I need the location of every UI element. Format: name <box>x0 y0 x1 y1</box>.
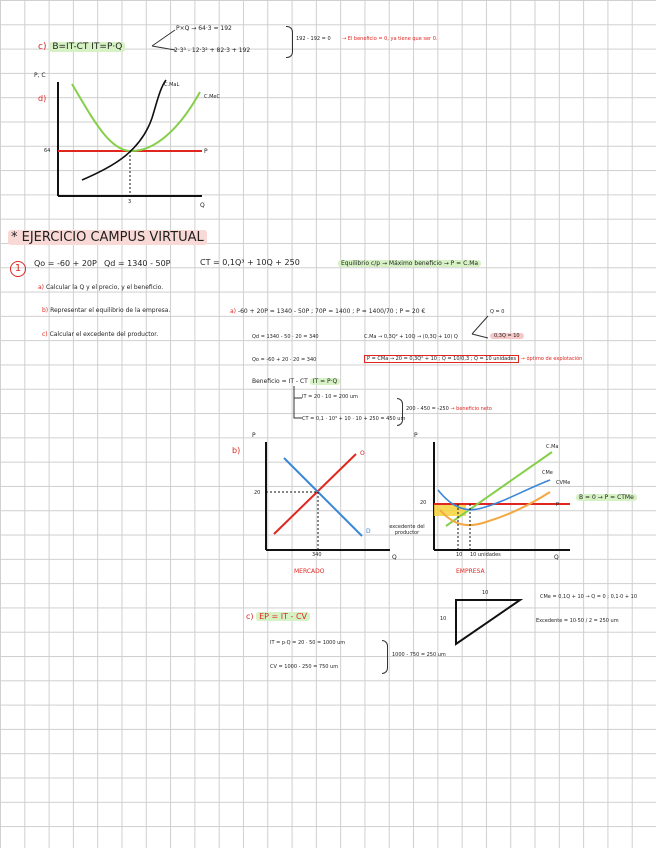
task-b-text: Representar el equilibrio de la empresa. <box>50 307 171 314</box>
solution-a-benefit-hl: IT = P·Q <box>310 378 341 385</box>
solution-c-it: IT = p·Q = 20 · 50 = 1000 um <box>270 640 346 646</box>
graphs-b-label: b) <box>232 446 241 455</box>
side-eq: B = 0 → P = CTMe <box>576 494 637 501</box>
eq-ct: CT = 0,1Q³ + 10Q + 250 <box>200 258 300 267</box>
market-d-label: D <box>366 528 371 535</box>
top-result: 192 - 192 = 0 <box>296 36 331 42</box>
solution-a-benefit-note: → beneficio neto <box>450 406 492 412</box>
graph-d-ylabel: P, C <box>34 72 46 79</box>
task-c-text: Calcular el excedente del productor. <box>49 331 159 338</box>
task-c <box>42 331 158 338</box>
graph-d-cmg-label: C.MaL <box>164 82 180 88</box>
solution-a-benefit: Beneficio = IT - CT <box>252 378 308 385</box>
solution-c-head <box>246 612 310 621</box>
solution-a-pcma: P = CMa → 20 = 0,3Q² + 10 ; Q = 10/0,3 ; Q = 10 unidades <box>364 355 519 363</box>
graph-d-y-tick: 64 <box>44 148 51 154</box>
firm-cme-label: CMe <box>542 470 553 476</box>
task-a-letter: a) <box>38 284 45 291</box>
graph-d-cme-label: C.MeC <box>204 94 220 100</box>
exercise-number-wrap <box>10 256 26 277</box>
market-demand-line <box>284 458 362 536</box>
firm-graph <box>424 440 574 566</box>
firm-axis-p: P <box>414 432 418 439</box>
solution-a-it: IT = 20 · 10 = 200 um <box>302 394 358 400</box>
firm-q-tick: 10 unidades <box>470 552 501 558</box>
top-note: → El beneficio = 0, ya tiene que ser 0. <box>342 36 438 42</box>
market-axis-p: P <box>252 432 256 439</box>
solution-c-triangle <box>450 594 530 654</box>
graph-d-cmg-curve <box>82 80 166 180</box>
solution-a-q10-wrap <box>490 333 524 339</box>
market-p-tick: 20 <box>254 490 261 496</box>
firm-cvme-label: CVMe <box>556 480 571 486</box>
triangle-side-label: 10 <box>440 616 447 622</box>
graph-d-label: d) <box>38 94 47 103</box>
solution-a-line1 <box>230 308 425 315</box>
equilibrium-text: Equilibrio c/p → Máximo beneficio → P = C.Ma <box>338 260 481 267</box>
firm-title: EMPRESA <box>456 568 485 575</box>
market-graph <box>256 440 396 566</box>
firm-cma-curve <box>446 452 552 526</box>
solution-c-result: 1000 - 750 = 250 um <box>392 652 446 658</box>
graph-d-cme-curve <box>72 84 200 151</box>
solution-a-q0: Q = 0 <box>490 309 505 315</box>
market-supply-line <box>274 454 356 534</box>
branch-1: P×Q → 64·3 = 192 <box>176 25 232 32</box>
task-a <box>38 284 163 291</box>
solution-a-text1: -60 + 20P = 1340 - 50P ; 70P = 1400 ; P = 1400/70 ; P = 20 € <box>237 308 426 315</box>
solution-a-ct: CT = 0,1 · 10³ + 10 · 10 + 250 = 450 um <box>302 416 406 422</box>
solution-a-line3 <box>364 356 582 362</box>
solution-a-qo: Qo = -60 + 20 · 20 = 340 <box>252 357 317 363</box>
firm-axis-q: Q <box>554 554 559 561</box>
solution-a-cma: C.Ma → 0,3Q² + 10Q → (0,3Q + 10) Q <box>364 334 458 340</box>
firm-q-tick-small: 10 <box>456 552 463 558</box>
solution-a-benefit-result: 200 - 450 = -250 <box>406 406 449 412</box>
solution-a-benefit-result-wrap <box>406 406 492 412</box>
task-c-letter: c) <box>42 331 48 338</box>
solution-a-branch <box>470 312 492 342</box>
solution-c-formula: EP = IT - CV <box>256 612 310 621</box>
firm-cma-label: C.Ma <box>546 444 559 450</box>
exercise-title: * EJERCICIO CAMPUS VIRTUAL <box>8 230 207 245</box>
firm-excedente-label: excedente del productor <box>389 524 425 536</box>
firm-p-label: P <box>556 502 560 508</box>
firm-cme-curve <box>438 480 550 510</box>
eq-qd: Qd = 1340 - 50P <box>104 259 171 268</box>
exercise-title-wrap <box>8 230 207 245</box>
solution-c-cv: CV = 1000 - 250 = 750 um <box>270 664 339 670</box>
solution-a-q10: 0,3Q = 10 <box>490 333 524 339</box>
graph-d-x-tick: 3 <box>128 199 132 205</box>
graph-d-p-label: P <box>204 148 208 155</box>
exercise-number: 1 <box>10 261 26 277</box>
graph-d-xlabel: Q <box>200 202 205 209</box>
part-c-top <box>38 42 125 52</box>
market-q-tick: 340 <box>312 552 322 558</box>
solution-c-bracket <box>382 640 388 674</box>
equilibrium-wrap <box>338 260 481 267</box>
market-title: MERCADO <box>294 568 325 575</box>
part-c-label: c) <box>38 42 47 52</box>
top-bracket <box>286 26 293 58</box>
triangle-top-label: 10 <box>482 590 489 596</box>
solution-c-label: c) <box>246 612 254 621</box>
firm-p-tick: 20 <box>420 500 427 506</box>
solution-a-bracket <box>397 398 403 426</box>
solution-c-cme-note: CMe = 0,1Q + 10 → Q = 0 ; 0,1·0 + 10 <box>540 594 638 600</box>
branch-2: 2·3³ - 12·3² + 82·3 + 192 <box>174 47 251 54</box>
market-o-label: O <box>360 450 365 457</box>
graph-d <box>40 78 230 208</box>
solution-a-benefit-wrap <box>252 378 340 385</box>
solution-a-qd: Qd = 1340 - 50 · 20 = 340 <box>252 334 319 340</box>
solution-a-label: a) <box>230 308 237 315</box>
part-c-formula: B=IT-CT IT=P·Q <box>49 42 125 52</box>
solution-c-excedente: Excedente = 10·50 / 2 = 250 um <box>536 618 619 624</box>
market-axis-q: Q <box>392 554 397 561</box>
task-b <box>42 307 170 314</box>
task-a-text: Calcular la Q y el precio, y el beneficio. <box>45 284 164 291</box>
eq-qo: Qo = -60 + 20P <box>34 259 97 268</box>
solution-a-line3-note: → óptimo de explotación <box>520 356 583 362</box>
task-b-letter: b) <box>42 307 49 314</box>
side-eq-wrap <box>576 494 637 501</box>
